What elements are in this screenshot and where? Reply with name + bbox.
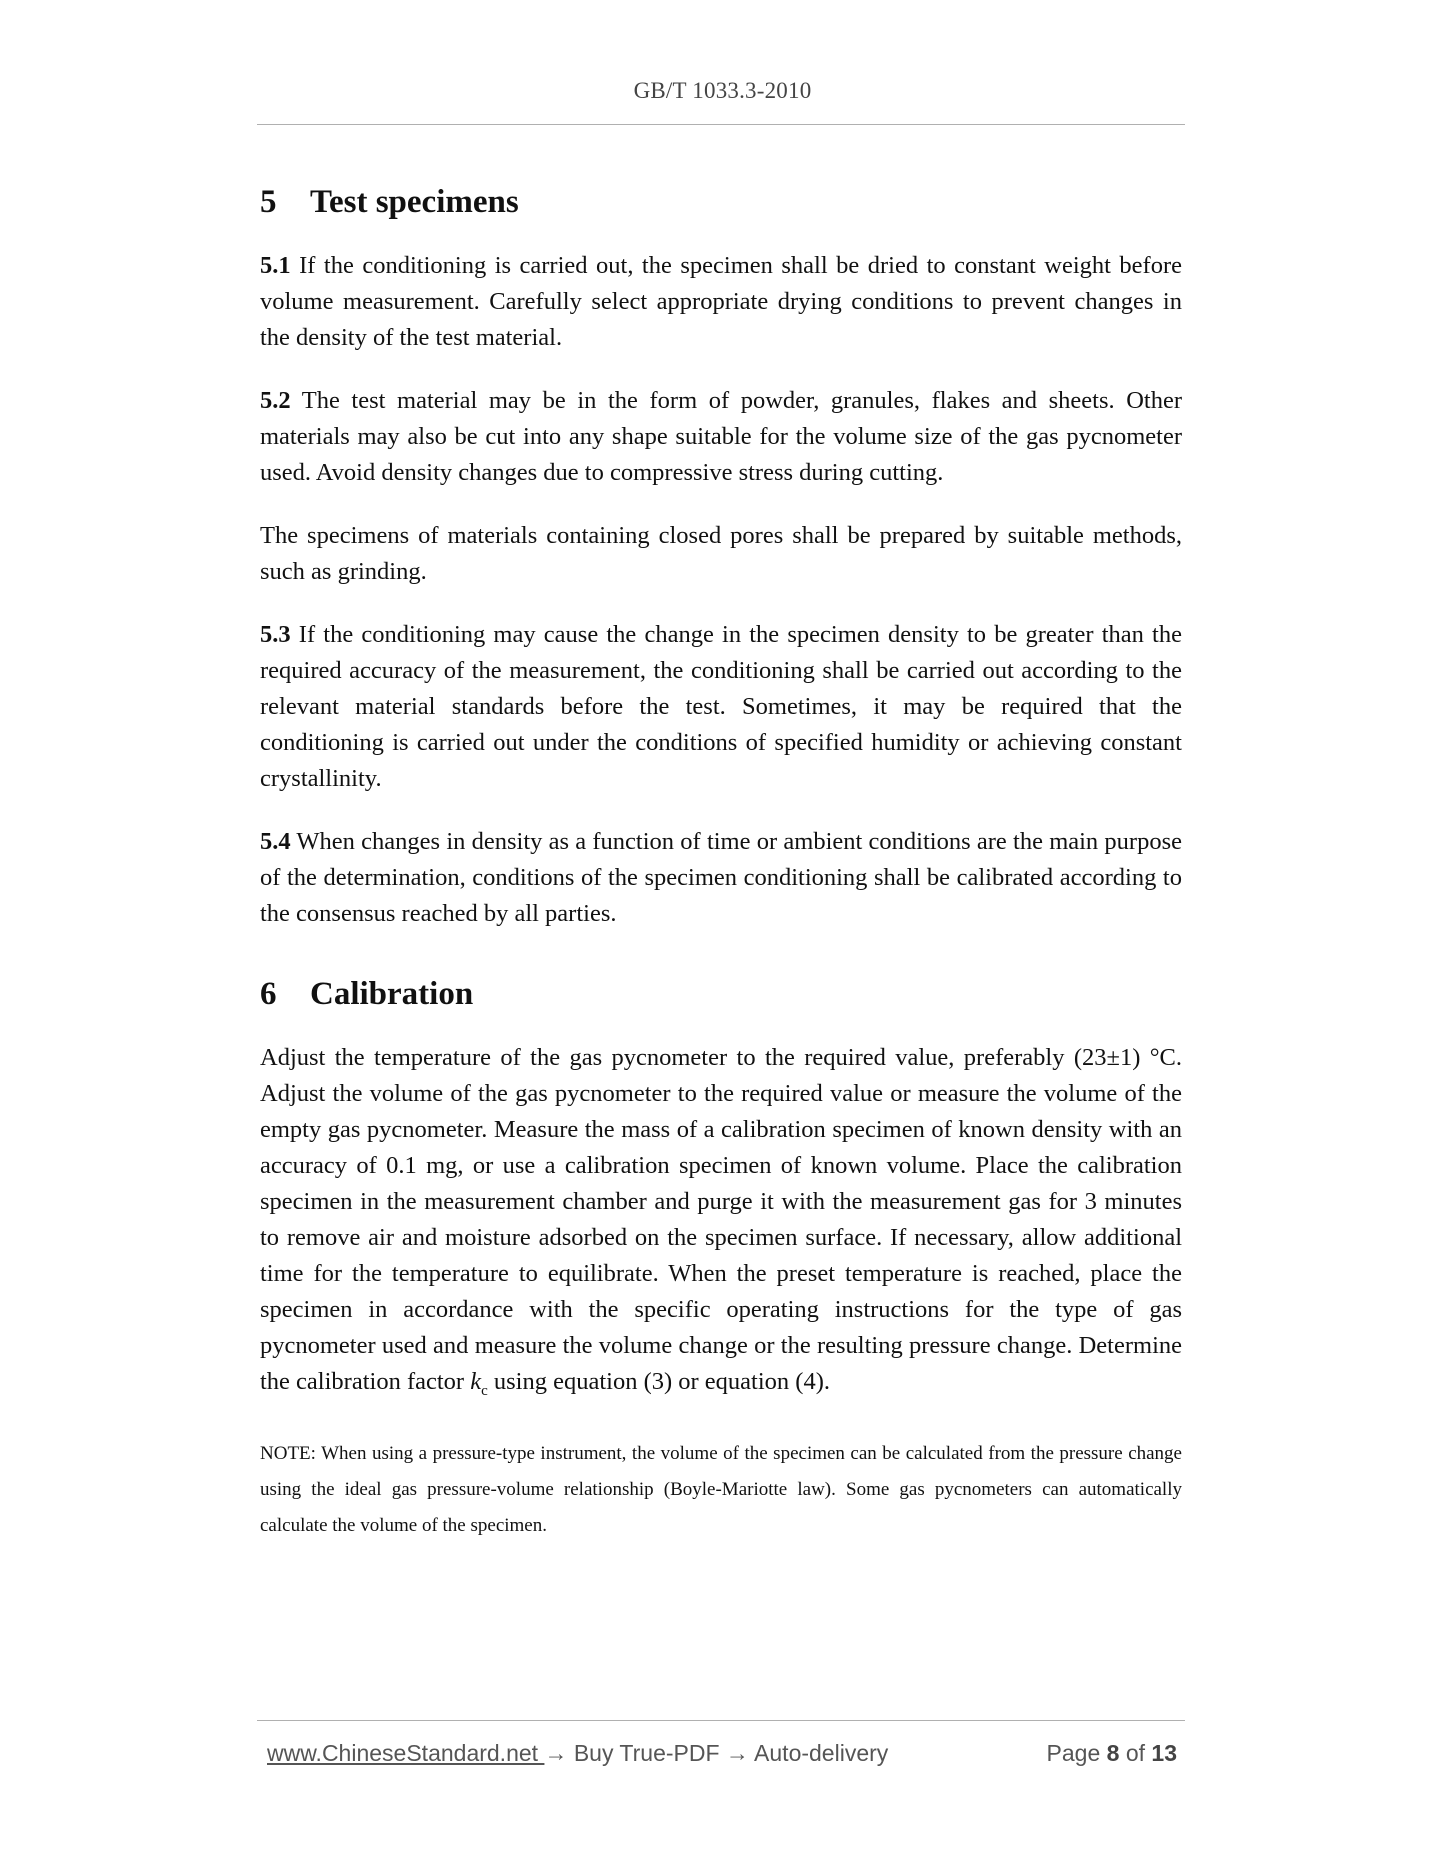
total-pages: 13: [1151, 1740, 1177, 1766]
calibration-factor-subscript: c: [481, 1382, 488, 1399]
clause-number: 5.1: [260, 252, 291, 279]
auto-delivery-text: Auto-delivery: [748, 1740, 889, 1766]
calibration-paragraph: [260, 1040, 1182, 1409]
footer-divider: [257, 1720, 1185, 1721]
document-header-title: GB/T 1033.3-2010: [633, 78, 812, 103]
section-5-heading: [260, 172, 1182, 232]
page-label: Page: [1046, 1740, 1107, 1766]
calibration-note: NOTE: When using a pressure-type instrument, the volume of the specimen can be calculated from the pressure change using the ideal gas pressure-volume relationship (Boyle-Mariotte law). Some gas pycnometers can automatically calculate the volume of the specimen.: [260, 1442, 1182, 1536]
section-number: 6: [260, 976, 277, 1012]
document-body: [260, 172, 1182, 1544]
page-number-indicator: [1047, 1740, 1177, 1767]
buy-true-pdf-text: Buy True-PDF: [567, 1740, 726, 1766]
clause-text: The specimens of materials containing closed pores shall be prepared by suitable methods, such as grinding.: [260, 522, 1182, 585]
chinesestandard-link[interactable]: www.ChineseStandard.net: [267, 1740, 545, 1766]
clause-number: 5.2: [260, 387, 291, 414]
header-divider: [257, 124, 1185, 125]
clause-5-2: [260, 383, 1182, 491]
calibration-factor-symbol: k: [470, 1368, 482, 1395]
current-page: 8: [1106, 1740, 1120, 1766]
clause-5-2-continued: [260, 518, 1182, 590]
clause-text: If the conditioning is carried out, the specimen shall be dried to constant weight before volume measurement. Carefully select appropriate drying conditions to prevent changes in the density of the test material.: [260, 252, 1182, 351]
clause-number: 5.4: [260, 828, 291, 855]
section-6-heading: [260, 964, 1182, 1024]
clause-5-3: [260, 617, 1182, 797]
section-title: Test specimens: [310, 184, 519, 220]
arrow-right-icon: →: [725, 1740, 749, 1766]
clause-5-4: [260, 824, 1182, 932]
clause-5-1: [260, 248, 1182, 356]
section-title: Calibration: [310, 976, 474, 1012]
footer-promo: [267, 1740, 888, 1767]
section-number: 5: [260, 184, 277, 220]
page-of-label: of: [1119, 1740, 1152, 1766]
clause-text: When changes in density as a function of time or ambient conditions are the main purpose of the determination, conditions of the specimen conditioning shall be calibrated according to the consensus reached by all parties.: [260, 828, 1182, 927]
clause-text: If the conditioning may cause the change in the specimen density to be greater than the required accuracy of the measurement, the conditioning shall be carried out according to the relevant material standards before the test. Sometimes, it may be required that the conditioning is carried out under the conditions of specified humidity or achieving constant crystallinity.: [260, 621, 1182, 792]
arrow-right-icon: →: [544, 1740, 568, 1766]
calibration-text: Adjust the temperature of the gas pycnometer to the required value, preferably (23±1) °C. Adjust the volume of the gas pycnometer to the required value or measure the volume of the empty gas pycnometer. Measure the mass of a calibration specimen of known density with an accuracy of 0.1 mg, or use a calibration specimen of known volume. Place the calibration specimen in the measurement chamber and purge it with the measurement gas for 3 minutes to remove air and moisture adsorbed on the specimen surface. If necessary, allow additional time for the temperature to equilibrate. When the preset temperature is reached, place the specimen in accordance with the specific operating instructions for the type of gas pycnometer used and measure the volume change or the resulting pressure change. Determine the calibration factor: [260, 1044, 1182, 1395]
clause-number: 5.3: [260, 621, 291, 648]
clause-text: The test material may be in the form of powder, granules, flakes and sheets. Other materials may also be cut into any shape suitable for the volume size of the gas pycnometer used. Avoid density changes due to compressive stress during cutting.: [260, 387, 1182, 486]
calibration-text-end: using equation (3) or equation (4).: [487, 1368, 830, 1395]
